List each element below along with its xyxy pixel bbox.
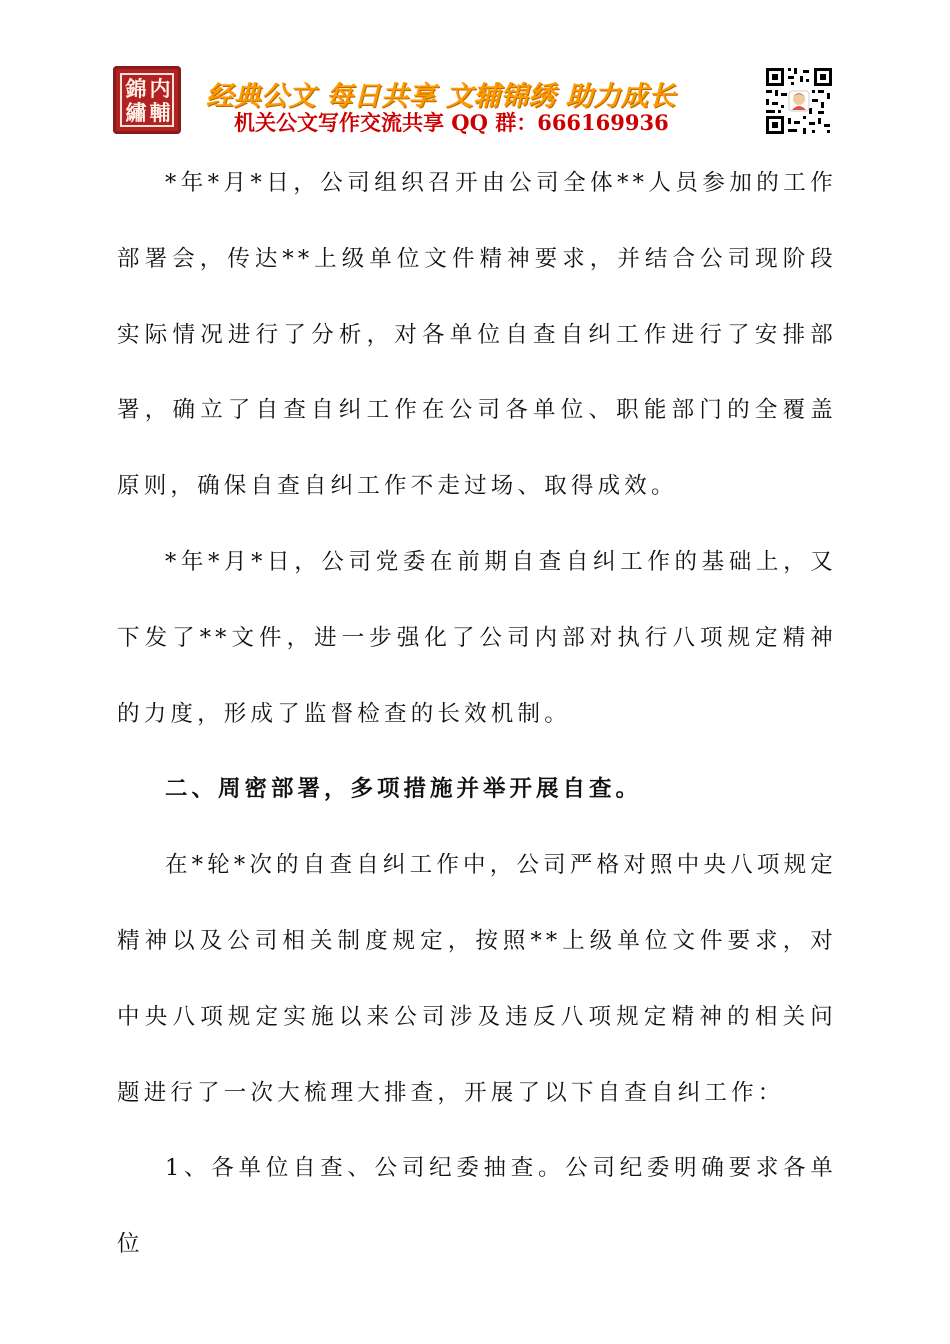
qr-code-icon [764, 66, 834, 136]
paragraph: *年*月*日，公司党委在前期自查自纠工作的基础上，又下发了**文件，进一步强化了公司内部对执行八项规定精神的力度，形成了监督检查的长效机制。 [117, 548, 837, 727]
paragraph: 1、各单位自查、公司纪委抽查。公司纪委明确要求各单位 [117, 1155, 837, 1258]
paragraph: 在*轮*次的自查自纠工作中，公司严格对照中央八项规定精神以及公司相关制度规定，按照**上级单位文件要求，对中央八项规定实施以来公司涉及违反八项规定精神的相关问题进行了一次大梳理大排查，开展了以下自查自纠工作： [117, 852, 837, 1106]
paragraph: *年*月*日，公司组织召开由公司全体**人员参加的工作部署会，传达**上级单位文件精神要求，并结合公司现阶段实际情况进行了分析，对各单位自查自纠工作进行了安排部署，确立了自查自纠工作在公司各单位、职能部门的全覆盖原则，确保自查自纠工作不走过场、取得成效。 [117, 170, 837, 500]
document-body [117, 146, 837, 1283]
seal-logo [113, 66, 181, 134]
document-header [0, 0, 950, 150]
seal-char: 内 [149, 76, 171, 101]
seal-char: 錦 [125, 76, 147, 101]
section-heading: 二、周密部署，多项措施并举开展自查。 [165, 776, 643, 803]
seal-border [120, 73, 174, 127]
header-slogan: 经典公文 每日共享 文辅锦绣 助力成长 [206, 81, 676, 112]
header-qq-group: 机关公文写作交流共享 QQ 群：666169936 [234, 110, 669, 135]
seal-char: 繡 [125, 100, 147, 125]
seal-char: 輔 [149, 100, 171, 125]
